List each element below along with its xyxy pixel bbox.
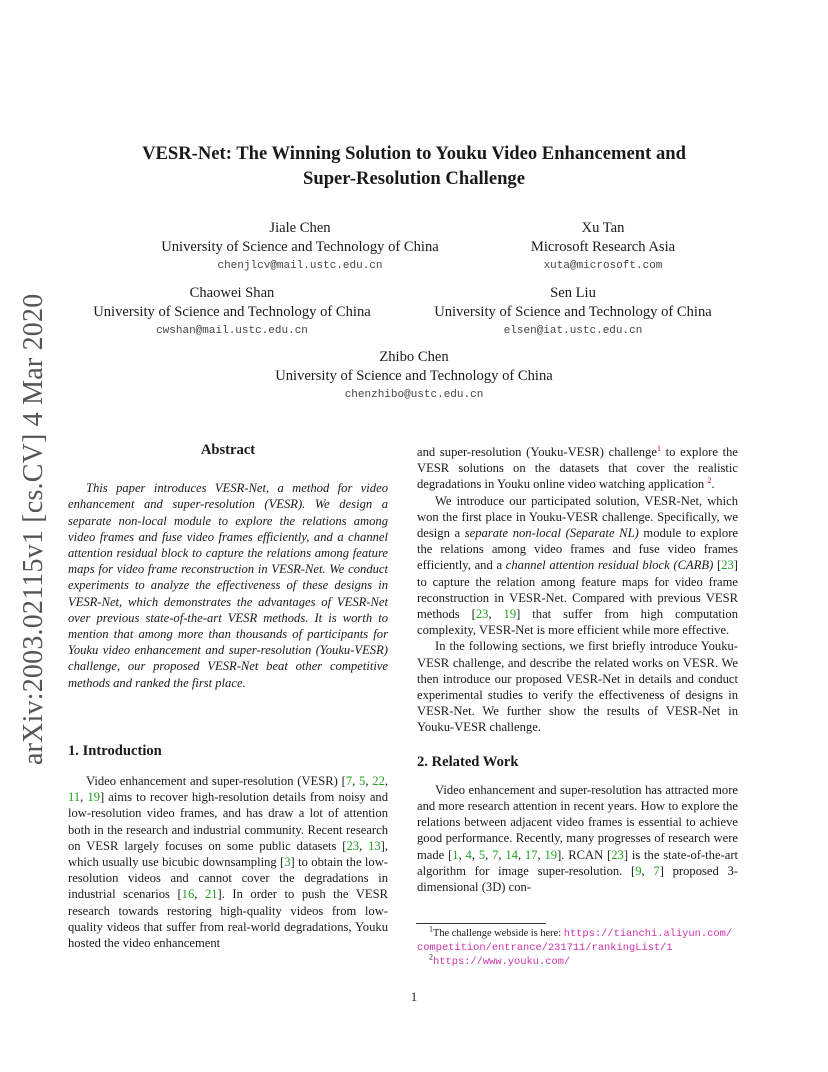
author-block-3 <box>72 284 392 340</box>
citation-link[interactable]: 14 <box>505 847 518 862</box>
right-column <box>417 444 738 895</box>
author-block-4 <box>413 284 733 340</box>
page-number: 1 <box>410 990 418 1004</box>
footnote-2: $^2$https://www.youku.com/ <box>429 952 571 968</box>
abstract-heading: Abstract <box>200 442 256 458</box>
citation-link[interactable]: 23 <box>346 838 360 853</box>
author-block-2 <box>478 219 728 275</box>
author-name: Sen Liu <box>550 285 596 301</box>
author-name: Zhibo Chen <box>379 349 449 365</box>
author-email[interactable]: chenjlcv@mail.ustc.edu.cn <box>217 260 383 272</box>
citation-link[interactable]: 3 <box>284 855 291 870</box>
citation-link[interactable]: 5 <box>359 774 366 789</box>
citation-link[interactable]: 11 <box>68 790 81 805</box>
citation-link[interactable]: 1 <box>452 847 459 862</box>
author-name: Xu Tan <box>581 220 625 236</box>
citation-link[interactable]: 7 <box>653 863 660 878</box>
related-work-paragraph: Video enhancement and super-resolution has attracted more and more research attention in recent years. How to explore the relations between adjacent video frames is essential to achieve good performance. Recently, many progresses of research were made [1, 4, 5, 7, 14, 17, 19]. RCAN [23] is the state-of-the-art algorithm for image super-resolution. [9, 7] proposed 3-dimensional (3D) con- <box>417 782 739 895</box>
abstract-text: This paper introduces VESR-Net, a method for video enhancement and super-resolution (VESR). We design a separate non-local module to explore the relations among video frames and fuse video frames efficiently, and a channel attention residual block to capture the relations among feature maps for video frame reconstruction in VESR-Net. We conduct experiments to analyze the effectiveness of these designs in VESR-Net, which demonstrates the advantages of VESR-Net over previous state-of-the-art VESR methods. It is worth to mention that among more than thousands of participants for Youku video enhancement and super-resolution (Youku-VESR) challenge, our proposed VESR-Net beat other competitive methods and ranked the first place. <box>68 481 388 690</box>
author-affiliation: University of Science and Technology of China <box>93 304 371 320</box>
author-email[interactable]: chenzhibo@ustc.edu.cn <box>344 389 484 401</box>
author-email[interactable]: xuta@microsoft.com <box>543 260 663 272</box>
right-paragraph-3: In the following sections, we first briefly introduce Youku-VESR challenge, and describe the related works on VESR. We then introduce our proposed VESR-Net in details and conduct experimental studies to verify the effectiveness of designs in VESR-Net. We further show the results of VESR-Net in Youku-VESR challenge. <box>417 639 738 735</box>
footnote-url[interactable]: https://tianchi.aliyun.com/competition/entrance/231711/rankingList/1 <box>417 928 733 954</box>
footnote-mark[interactable]: 2 <box>707 476 712 486</box>
footnote-1: $^1$The challenge webside is here: https://tianchi.aliyun.com/competition/entrance/231711/rankingList/1 <box>417 924 733 954</box>
footnote-rule <box>416 923 546 924</box>
citation-link[interactable]: 7 <box>345 774 353 789</box>
right-paragraph-1: and super-resolution (Youku-VESR) challenge$^1$ to explore the VESR solutions on the datasets that cover the realistic degradations in Youku online video watching application $^2$. <box>417 443 738 492</box>
author-affiliation: Microsoft Research Asia <box>530 239 676 255</box>
citation-link[interactable]: 16 <box>181 887 195 902</box>
title-line-2: Super-Resolution Challenge <box>303 168 525 189</box>
author-block-5 <box>214 348 614 404</box>
author-name: Jiale Chen <box>269 220 331 236</box>
citation-link[interactable]: 23 <box>475 607 489 622</box>
citation-link[interactable]: 21 <box>204 887 218 902</box>
citation-link[interactable]: 19 <box>544 847 558 862</box>
author-affiliation: University of Science and Technology of China <box>161 239 439 255</box>
author-email[interactable]: elsen@iat.ustc.edu.cn <box>503 325 643 337</box>
footnotes <box>417 924 738 969</box>
related-work-heading: 2. Related Work <box>417 753 519 770</box>
paper-title <box>0 141 828 191</box>
citation-link[interactable]: 7 <box>492 847 499 862</box>
citation-link[interactable]: 13 <box>368 838 381 853</box>
citation-link[interactable]: 9 <box>635 863 642 878</box>
author-block-1 <box>140 219 460 275</box>
introduction-paragraph: Video enhancement and super-resolution (VESR) [7, 5, 22, 11, 19] aims to recover high-resolution details from noisy and low-resolution video frames, and has draw a lot of attention both in the research and industrial community. Recent research on VESR largely focuses on some public datasets [23, 13], which usually use bicubic downsampling [3] to obtain the low-resolution videos and cannot cover the degradations in industrial scenarios [16, 21]. In order to push the VESR research towards restoring high-quality videos from low-quality videos that suffer from real-world degradations, Youku hosted the video enhancement <box>68 774 389 951</box>
left-column <box>68 442 388 951</box>
citation-link[interactable]: 23 <box>611 847 624 862</box>
citation-link[interactable]: 23 <box>721 558 734 573</box>
footnote-mark[interactable]: 1 <box>656 443 661 453</box>
citation-link[interactable]: 5 <box>478 847 486 862</box>
citation-link[interactable]: 17 <box>524 847 538 862</box>
title-line-1: VESR-Net: The Winning Solution to Youku Video Enhancement and <box>142 143 686 164</box>
citation-link[interactable]: 22 <box>372 774 385 789</box>
arxiv-stamp: arXiv:2003.02115v1 [cs.CV] 4 Mar 2020 <box>18 293 49 765</box>
citation-link[interactable]: 19 <box>87 790 100 805</box>
citation-link[interactable]: 4 <box>465 847 472 862</box>
right-paragraph-2: We introduce our participated solution, VESR-Net, which won the first place in Youku-VESR challenge. Specifically, we design a separate non-local (Separate NL) module to explore the relations among video frames and fuse video frames efficiently, and a channel attention residual block (CARB) [23] to capture the relation among feature maps for video frame reconstruction in VESR-Net. Compared with previous VESR methods [23, 19] that suffer from high computation complexity, VESR-Net is more efficient while more effective. <box>417 493 738 638</box>
introduction-heading: 1. Introduction <box>68 742 162 759</box>
author-affiliation: University of Science and Technology of China <box>434 304 712 320</box>
author-name: Chaowei Shan <box>189 285 275 301</box>
footnote-url[interactable]: https://www.youku.com/ <box>433 956 571 968</box>
citation-link[interactable]: 19 <box>503 607 517 622</box>
author-affiliation: University of Science and Technology of China <box>275 368 553 384</box>
author-email[interactable]: cwshan@mail.ustc.edu.cn <box>156 325 308 337</box>
